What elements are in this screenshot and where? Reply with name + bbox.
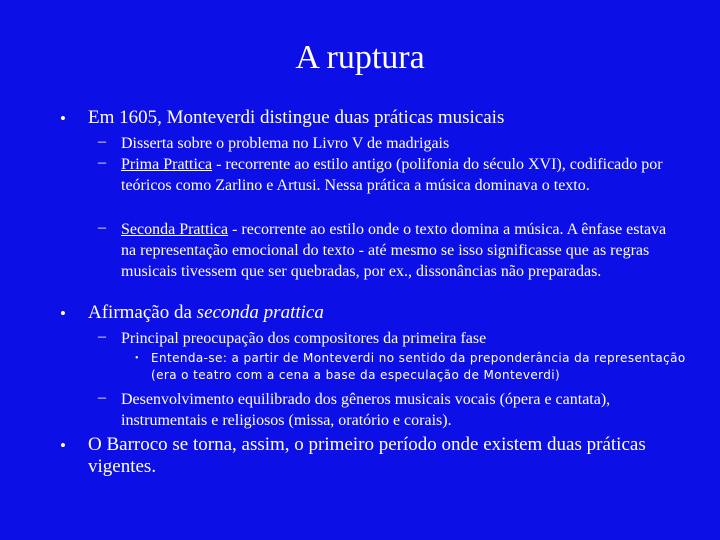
sub-item-text: Desenvolvimento equilibrado dos gêneros musicais vocais (ópera e cantata), instrumentais e religiosos (missa, oratório e corais). — [121, 391, 611, 429]
bullet-text: Afirmação da — [88, 302, 197, 323]
sub-item-emphasis: Prima Prattica — [121, 156, 213, 173]
sub-item-text: Disserta sobre o problema no Livro V de madrigais — [121, 135, 450, 152]
sub-item — [121, 219, 681, 282]
sub-item-emphasis: Seconda Prattica — [121, 221, 229, 238]
bullet-text: Em 1605, Monteverdi distingue duas práticas musicais — [88, 107, 505, 128]
dash-marker: – — [98, 133, 106, 150]
bullet-item — [88, 302, 688, 324]
bullet-item — [88, 107, 688, 129]
dash-marker: – — [98, 154, 106, 171]
sub-item-text: Principal preocupação dos compositores da primeira fase — [121, 330, 487, 347]
sub-item — [121, 389, 681, 431]
sub-item — [121, 328, 681, 349]
sub-item-text: - recorrente ao estilo antigo (polifonia do século XVI), codificado por teóricos como Zarlino e Artusi. Nessa prática a música dominava o texto. — [121, 156, 663, 194]
bullet-marker: • — [60, 109, 66, 128]
dash-marker: – — [98, 328, 106, 345]
slide-title: A ruptura — [295, 39, 425, 76]
bullet-marker-small: • — [135, 353, 139, 364]
bullet-italic-text: seconda prattica — [196, 302, 324, 323]
sub-item-text: - recorrente ao estilo onde o texto domina a música. A ênfase estava na representação emocional do texto - até mesmo se isso significasse que as regras musicais tivessem que ser quebradas, por ex., dissonâncias não preparadas. — [121, 221, 667, 280]
sub-sub-item-text: Entenda-se: a partir de Monteverdi no sentido da preponderância da representação (era o teatro com a cena a base da especulação de Monteverdi) — [151, 351, 686, 382]
sub-sub-item — [151, 350, 699, 384]
dash-marker: – — [98, 389, 106, 406]
bullet-marker: • — [60, 304, 66, 323]
dash-marker: – — [98, 219, 106, 236]
sub-item — [121, 154, 681, 196]
bullet-text: O Barroco se torna, assim, o primeiro período onde existem duas práticas vigentes. — [88, 434, 646, 477]
sub-item — [121, 133, 681, 154]
bullet-item — [88, 434, 648, 478]
bullet-marker: • — [60, 436, 66, 455]
